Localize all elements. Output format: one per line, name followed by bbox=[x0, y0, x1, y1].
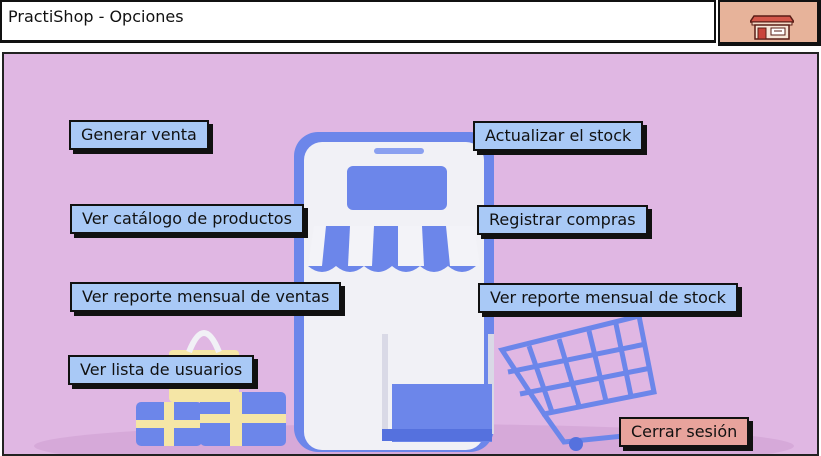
actualizar-stock-button[interactable]: Actualizar el stock bbox=[473, 121, 643, 151]
main-panel bbox=[2, 52, 819, 456]
generar-venta-button[interactable]: Generar venta bbox=[69, 120, 209, 150]
storefront-icon bbox=[750, 14, 794, 40]
logo bbox=[718, 0, 821, 46]
shop-illustration bbox=[4, 54, 819, 456]
cerrar-sesion-button[interactable]: Cerrar sesión bbox=[619, 417, 749, 447]
registrar-compras-button[interactable]: Registrar compras bbox=[477, 205, 648, 235]
ver-catalogo-button[interactable]: Ver catálogo de productos bbox=[70, 204, 304, 234]
ver-reporte-stock-button[interactable]: Ver reporte mensual de stock bbox=[478, 283, 738, 313]
ver-reporte-ventas-button[interactable]: Ver reporte mensual de ventas bbox=[70, 282, 341, 312]
title-bar bbox=[0, 0, 716, 43]
ver-lista-usuarios-button[interactable]: Ver lista de usuarios bbox=[68, 355, 254, 385]
window-title: PractiShop - Opciones bbox=[8, 7, 184, 26]
